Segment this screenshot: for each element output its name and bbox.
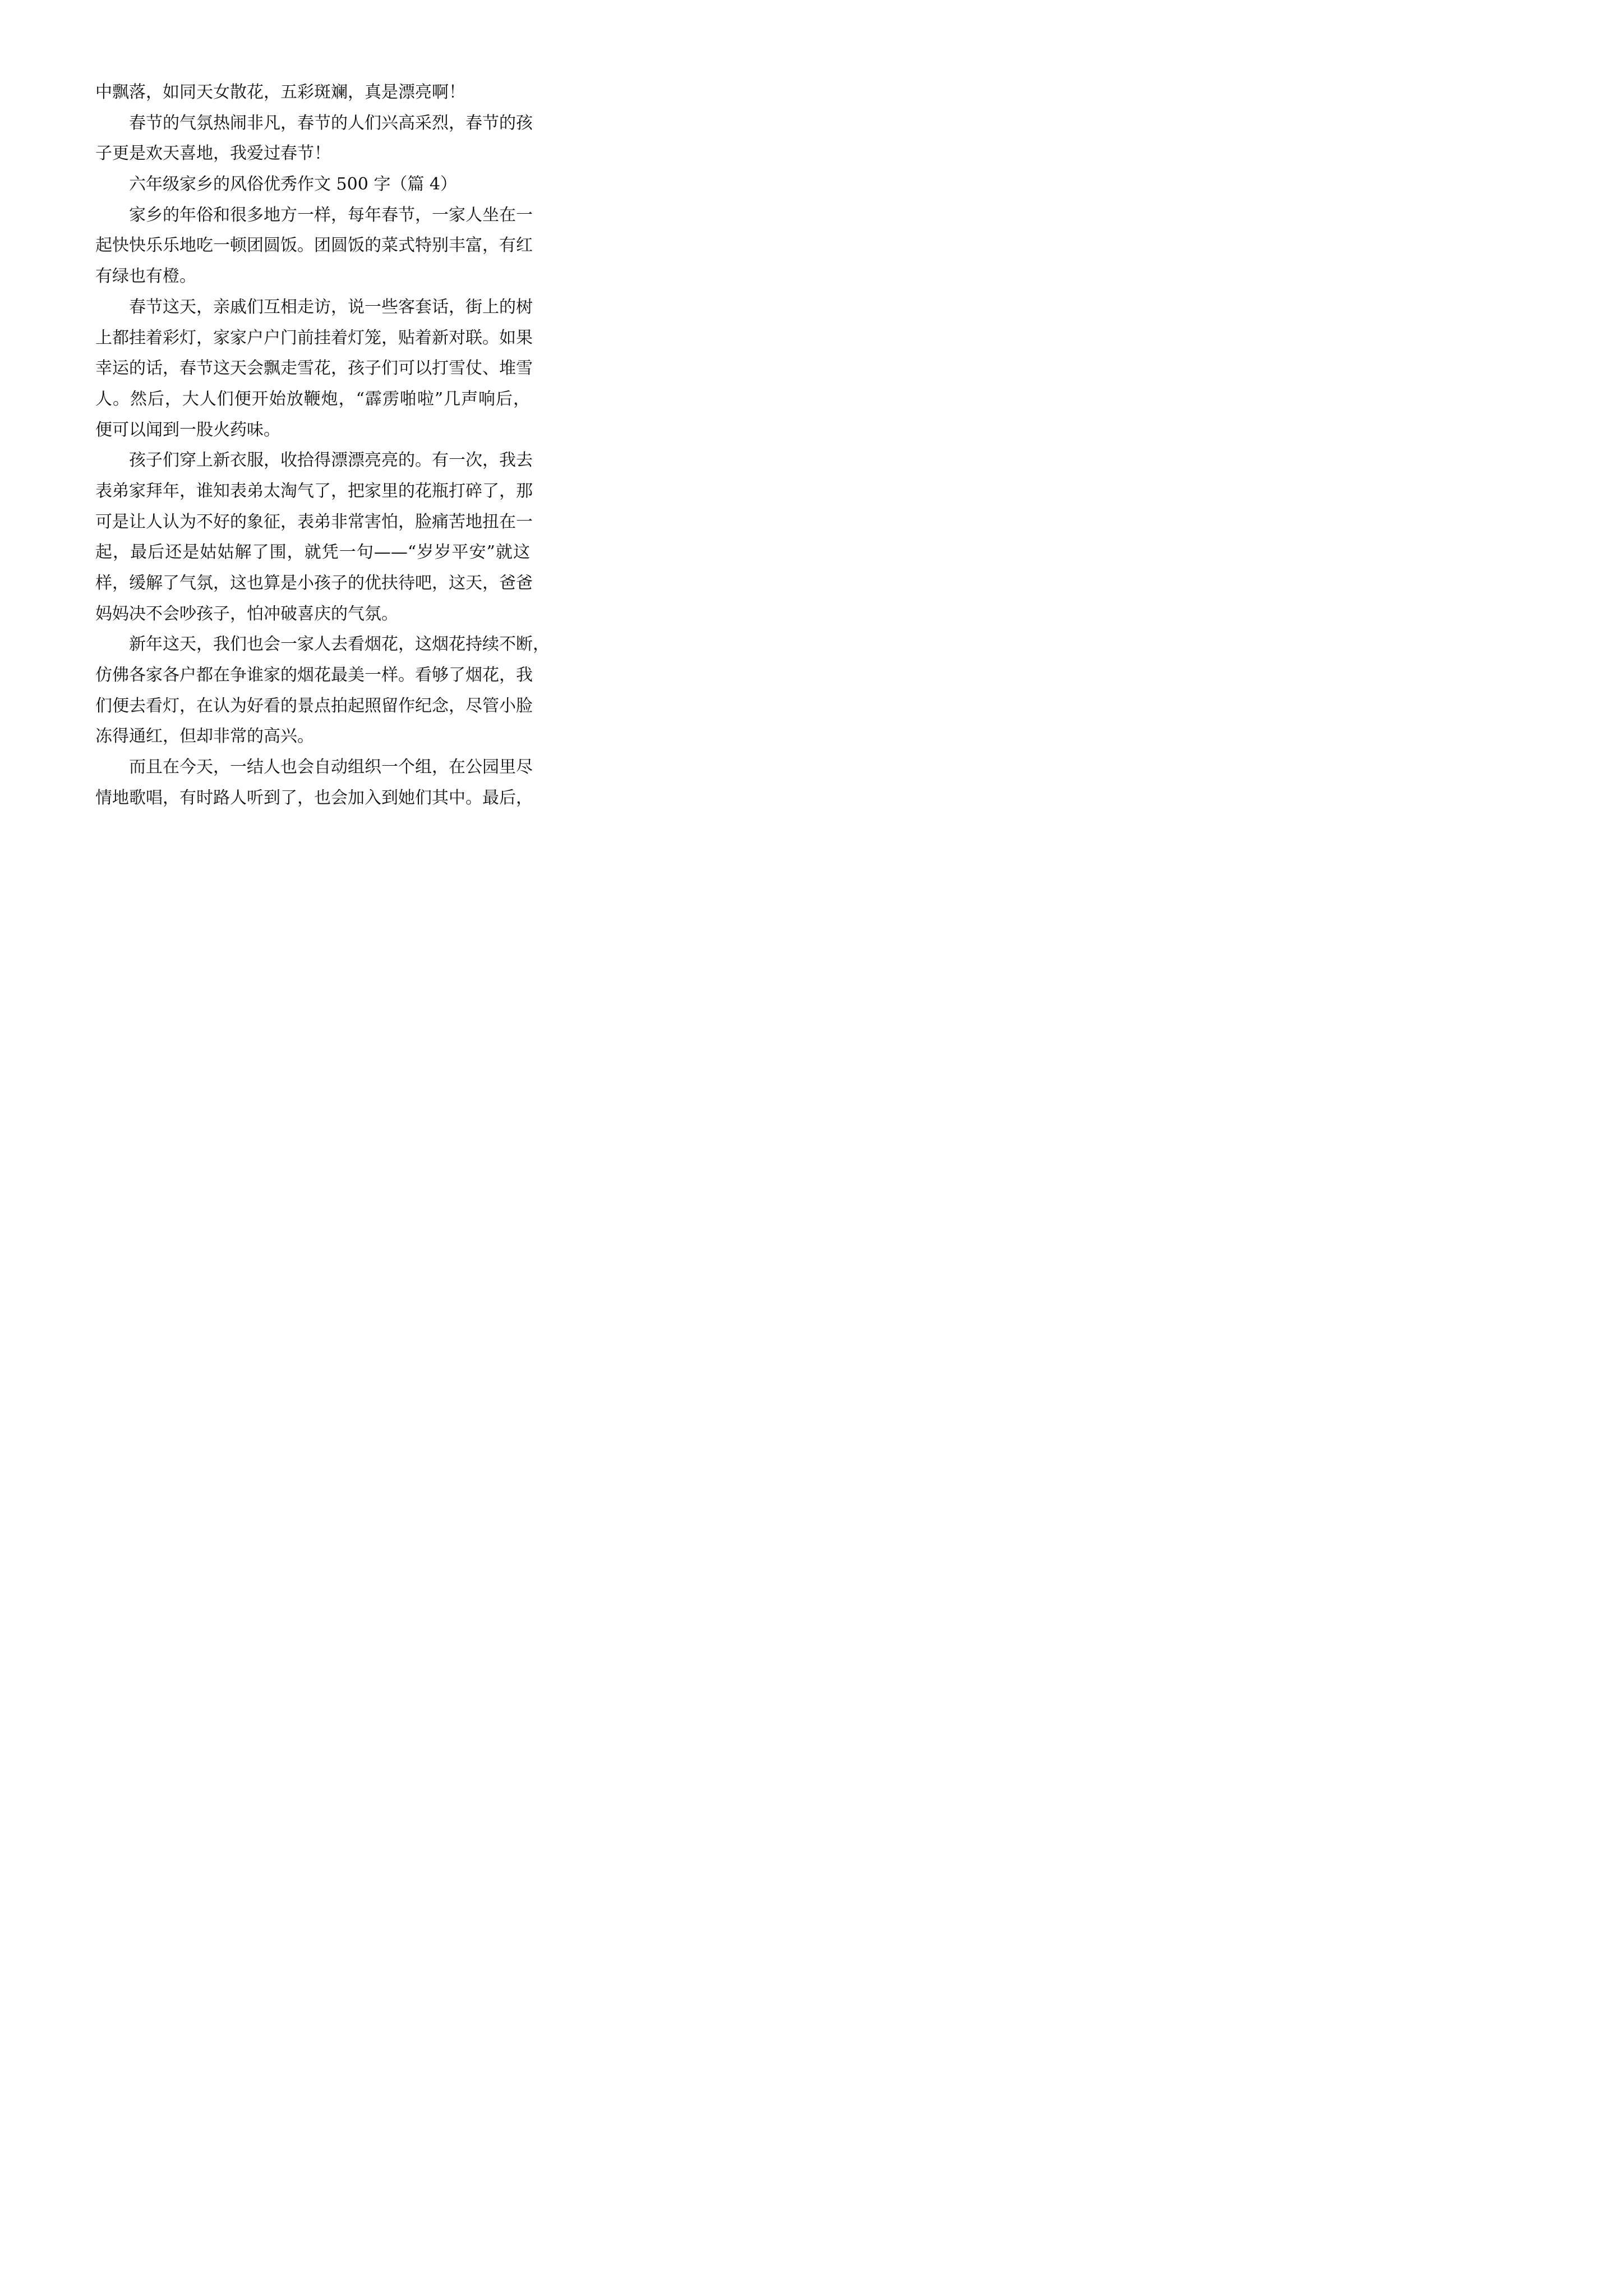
document-body [95, 77, 550, 814]
text-line-21: 们便去看灯，在认为好看的景点拍起照留作纪念，尽管小脸 [95, 696, 533, 716]
text-line-8: 春节这天，亲戚们互相走访，说一些客套话，街上的树 [129, 297, 533, 317]
text-line-10: 幸运的话，春节这天会飘走雪花，孩子们可以打雪仗、堆雪 [95, 358, 533, 379]
text-line-24: 情地歌唱，有时路人听到了，也会加入到她们其中。最后， [95, 788, 533, 808]
text-line-2: 春节的气氛热闹非凡，春节的人们兴高采烈，春节的孩 [129, 113, 533, 133]
text-line-17: 样，缓解了气氛，这也算是小孩子的优扶待吧，这天，爸爸 [95, 573, 533, 593]
section-heading: 六年级家乡的风俗优秀作文 500 字（篇 4） [129, 174, 457, 195]
text-line-23: 而且在今天，一结人也会自动组织一个组，在公园里尽 [129, 757, 533, 777]
text-line-16: 起，最后还是姑姑解了围，就凭一句——“岁岁平安”就这 [95, 542, 530, 563]
text-line-13: 孩子们穿上新衣服，收拾得漂漂亮亮的。有一次，我去 [129, 450, 533, 471]
text-line-15: 可是让人认为不好的象征，表弟非常害怕，脸痛苦地扭在一 [95, 512, 533, 532]
text-line-3: 子更是欢天喜地，我爱过春节！ [95, 144, 331, 164]
text-line-19: 新年这天，我们也会一家人去看烟花，这烟花持续不断， [129, 634, 550, 655]
text-line-18: 妈妈决不会吵孩子，怕冲破喜庆的气氛。 [95, 604, 398, 624]
text-line-5: 家乡的年俗和很多地方一样，每年春节，一家人坐在一 [129, 205, 533, 225]
text-line-9: 上都挂着彩灯，家家户户门前挂着灯笼，贴着新对联。如果 [95, 328, 533, 348]
text-line-11: 人。然后，大人们便开始放鞭炮，“霹雳啪啦”几声响后， [95, 389, 530, 409]
document-page [0, 0, 625, 885]
text-line-22: 冻得通红，但却非常的高兴。 [95, 726, 314, 747]
text-line-7: 有绿也有橙。 [95, 266, 196, 287]
text-line-20: 仿佛各家各户都在争谁家的烟花最美一样。看够了烟花，我 [95, 665, 533, 685]
text-line-14: 表弟家拜年，谁知表弟太淘气了，把家里的花瓶打碎了，那 [95, 481, 533, 501]
text-line-12: 便可以闻到一股火药味。 [95, 420, 280, 440]
text-line-1: 中飘落，如同天女散花，五彩斑斓，真是漂亮啊！ [95, 82, 465, 102]
text-line-6: 起快快乐乐地吃一顿团圆饭。团圆饭的菜式特别丰富，有红 [95, 236, 533, 256]
